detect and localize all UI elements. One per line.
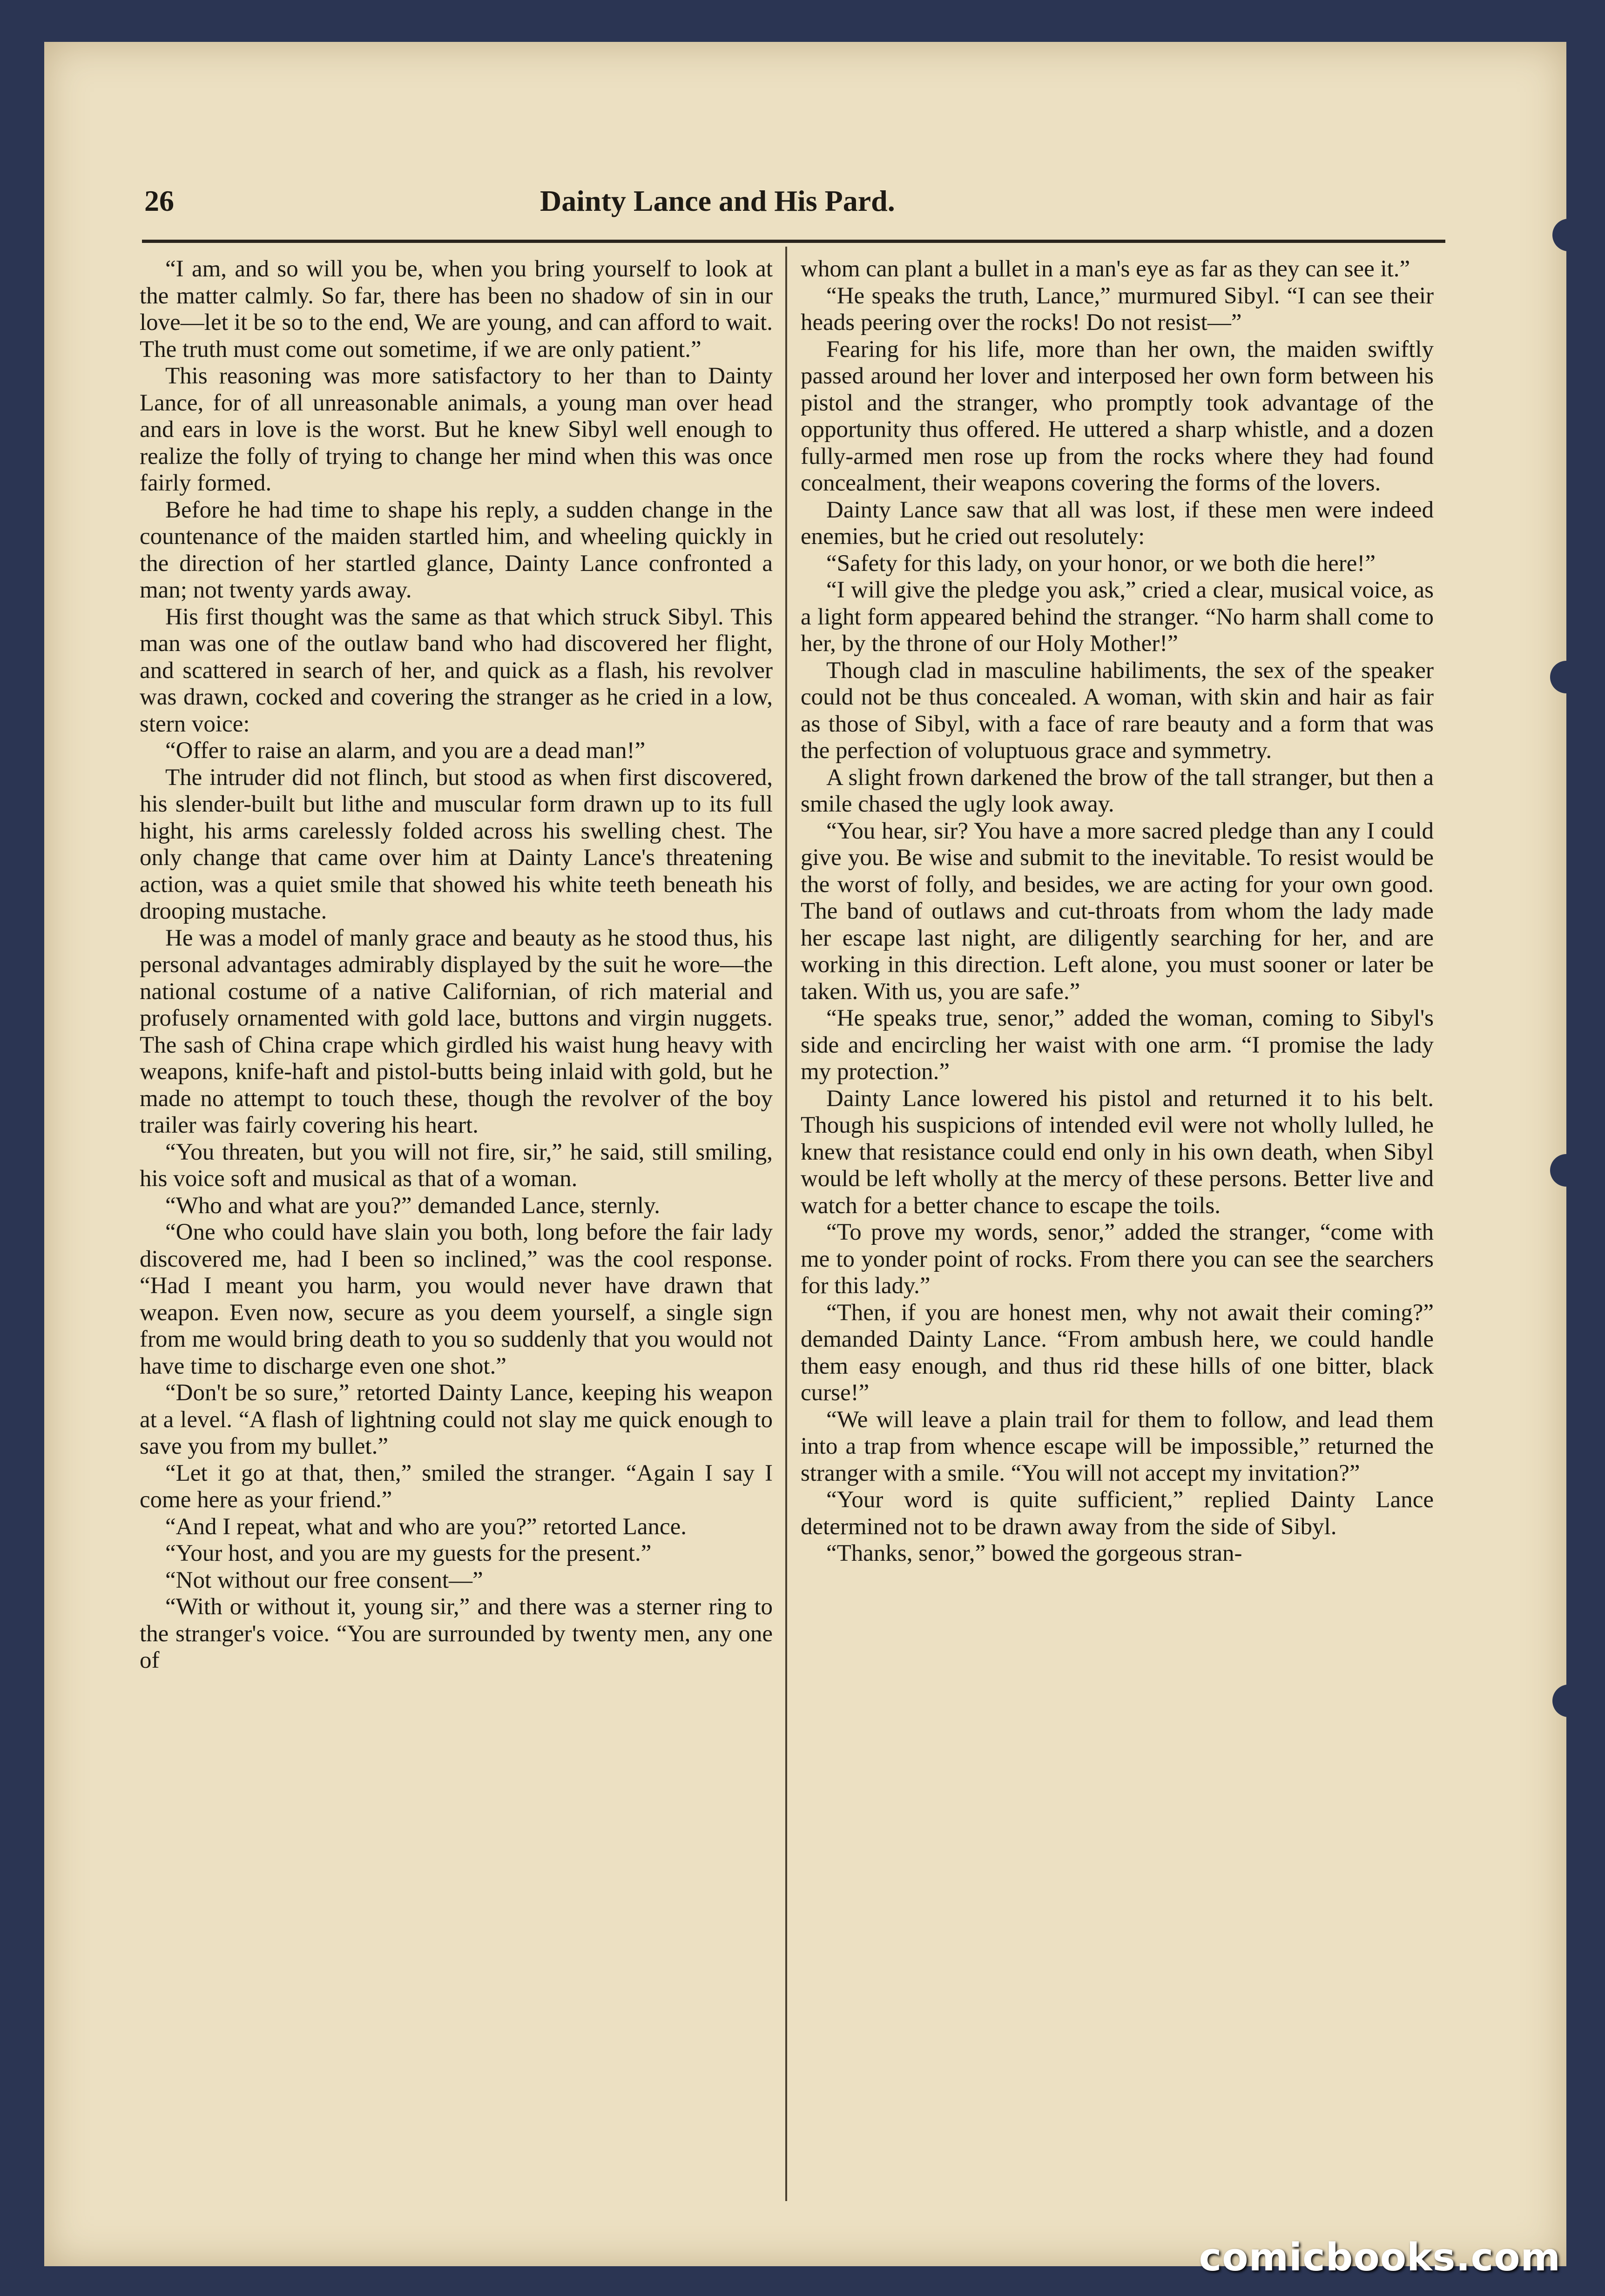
paragraph: “You threaten, but you will not fire, sir,” he said, still smiling, his voice soft and musical as that of a woman. [140, 1139, 773, 1192]
paragraph: A slight frown darkened the brow of the tall stranger, but then a smile chased the ugly look away. [801, 764, 1434, 817]
paragraph: “Not without our free consent—” [165, 1567, 483, 1593]
paragraph: “One who could have slain you both, long before the fair lady discovered me, had I been so inclined,” was the cool response. “Had I meant you harm, you would never have drawn that weapon. Even now, secure as you deem yourself, a single sign from me would bring death to you so suddenly that you would not have time to discharge even one shot.” [140, 1219, 773, 1379]
paragraph: The intruder did not flinch, but stood as when first discovered, his slender-built but lithe and muscular form drawn up to its full hight, his arms carelessly folded across his swelling chest. The only change that came over him at Dainty Lance's threatening action, was a quiet smile that showed his white teeth beneath his drooping mustache. [140, 764, 773, 924]
paragraph: whom can plant a bullet in a man's eye as far as they can see it.” [801, 256, 1410, 282]
paragraph: “Your word is quite sufficient,” replied Dainty Lance determined not to be drawn away from the side of Sibyl. [801, 1487, 1434, 1540]
paragraph: Before he had time to shape his reply, a sudden change in the countenance of the maiden startled him, and wheeling quickly in the direction of her startled glance, Dainty Lance confronted a man; not twenty yards away. [140, 497, 773, 603]
paragraph: This reasoning was more satisfactory to her than to Dainty Lance, for of all unreasonable animals, a young man over head and ears in love is the worst. But he knew Sibyl well enough to realize the folly of trying to change her mind when this was once fairly formed. [140, 363, 773, 496]
paragraph: He was a model of manly grace and beauty as he stood thus, his personal advantages admirably displayed by the suit he wore—the national costume of a native Californian, of rich material and profusely ornamented with gold lace, buttons and virgin nuggets. The sash of China crape which girdled his waist hung heavy with weapons, knife-haft and pistol-butts being inlaid with gold, but he made no attempt to touch these, though the revolver of the boy trailer was fairly covering his heart. [140, 925, 773, 1138]
paragraph: Dainty Lance lowered his pistol and returned it to his belt. Though his suspicions of intended evil were not wholly lulled, he knew that resistance could end only in his own death, when Sibyl would be left wholly at the mercy of these persons. Better live and watch for a better chance to escape the toils. [801, 1085, 1434, 1219]
paragraph: Dainty Lance saw that all was lost, if these men were indeed enemies, but he cried out resolutely: [801, 497, 1434, 550]
page-header [144, 184, 1429, 235]
paragraph: “He speaks true, senor,” added the woman, coming to Sibyl's side and encircling her waist with one arm. “I promise the lady my protection.” [801, 1005, 1434, 1085]
paragraph: Fearing for his life, more than her own, the maiden swiftly passed around her lover and interposed her own form between his pistol and the stranger, who promptly took advantage of the opportunity thus offered. He uttered a sharp whistle, and a dozen fully-armed men rose up from the rocks where they had found concealment, their weapons covering the forms of the lovers. [801, 336, 1434, 496]
paragraph: “Safety for this lady, on your honor, or we both die here!” [826, 550, 1376, 577]
running-title: Dainty Lance and His Pard. [540, 184, 895, 217]
binding-hole-2 [1550, 661, 1583, 693]
left-column [140, 256, 773, 1674]
page-number: 26 [144, 184, 174, 217]
paragraph: “I will give the pledge you ask,” cried a clear, musical voice, as a light form appeared behind the stranger. “No harm shall come to her, by the throne of our Holy Mother!” [801, 577, 1434, 657]
paragraph: “I am, and so will you be, when you bring yourself to look at the matter calmly. So far, there has been no shadow of sin in our love—let it be so to the end, We are young, and can afford to wait. The truth must come out sometime, if we are only patient.” [140, 256, 773, 363]
paragraph: “Your host, and you are my guests for the present.” [165, 1540, 652, 1566]
paragraph: His first thought was the same as that which struck Sibyl. This man was one of the outlaw band who had discovered her flight, and scattered in search of her, and quick as a flash, his revolver was drawn, cocked and covering the stranger as he cried in a low, stern voice: [140, 604, 773, 737]
header-rule [142, 240, 1445, 243]
binding-hole-3 [1550, 1154, 1583, 1187]
right-column [801, 256, 1434, 1567]
binding-hole-4 [1552, 1685, 1585, 1717]
paragraph: “Let it go at that, then,” smiled the stranger. “Again I say I come here as your friend.” [140, 1460, 773, 1513]
paragraph: “Don't be so sure,” retorted Dainty Lance, keeping his weapon at a level. “A flash of lightning could not slay me quick enough to save you from my bullet.” [140, 1380, 773, 1459]
column-divider [785, 247, 787, 2201]
paragraph: Though clad in masculine habiliments, the sex of the speaker could not be thus concealed. A woman, with skin and hair as fair as those of Sibyl, with a face of rare beauty and a form that was the perfection of voluptuous grace and symmetry. [801, 657, 1434, 764]
paragraph: “Offer to raise an alarm, and you are a dead man!” [165, 738, 646, 764]
paragraph: “Then, if you are honest men, why not await their coming?” demanded Dainty Lance. “From ambush here, we could handle them easy enough, and thus rid these hills of one bitter, black curse!” [801, 1299, 1434, 1406]
watermark-logo: comicbooks.com [1199, 2236, 1561, 2280]
paragraph: “And I repeat, what and who are you?” retorted Lance. [165, 1513, 687, 1540]
paragraph: “Thanks, senor,” bowed the gorgeous stran- [826, 1540, 1242, 1566]
paragraph: “We will leave a plain trail for them to follow, and lead them into a trap from whence escape will be impossible,” returned the stranger with a smile. “You will not accept my invitation?” [801, 1406, 1434, 1486]
paragraph: “To prove my words, senor,” added the stranger, “come with me to yonder point of rocks. From there you can see the searchers for this lady.” [801, 1219, 1434, 1299]
paragraph: “You hear, sir? You have a more sacred pledge than any I could give you. Be wise and submit to the inevitable. To resist would be the worst of folly, and besides, we are acting for your own good. The band of outlaws and cut-throats from whom the lady made her escape last night, are diligently searching for her, and are working in this direction. Left alone, you must sooner or later be taken. With us, you are safe.” [801, 818, 1434, 1005]
binding-hole-1 [1552, 219, 1585, 251]
paragraph: “He speaks the truth, Lance,” murmured Sibyl. “I can see their heads peering over the rocks! Do not resist—” [801, 282, 1434, 336]
paragraph: “Who and what are you?” demanded Lance, sternly. [165, 1192, 660, 1219]
paragraph: “With or without it, young sir,” and there was a sterner ring to the stranger's voice. “You are surrounded by twenty men, any one of [140, 1594, 773, 1673]
